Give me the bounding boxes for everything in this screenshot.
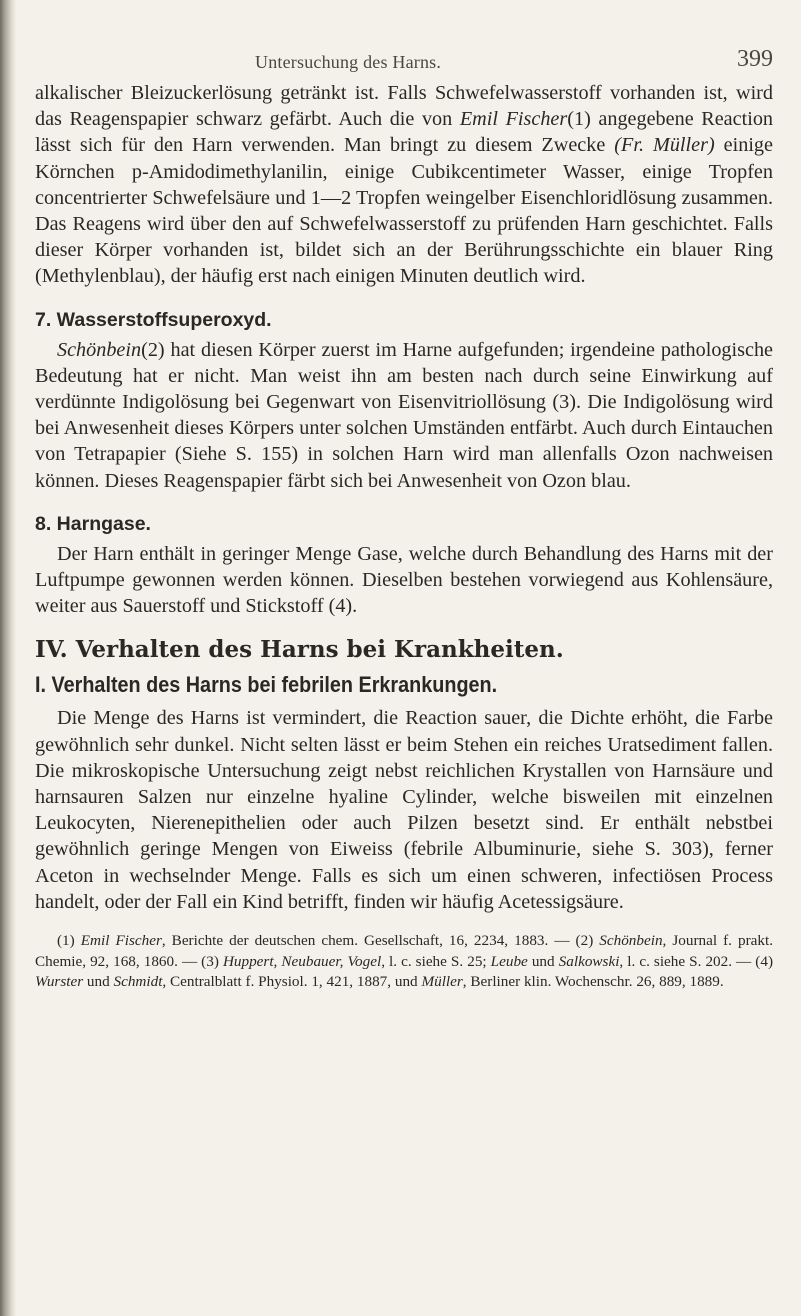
text-run: alkalischer Bleizuckerlösung getränkt ist. Falls Schwefelwasserstoff vorhanden ist, wird das Reagenspapier schwarz gefärbt. Auch die von bbox=[35, 82, 773, 131]
running-title: Untersuchung des Harns. bbox=[255, 52, 442, 72]
text-run: , Berichte der deutschen chem. Gesellschaft, 16, 2234, 1883. — (2) bbox=[161, 932, 600, 950]
book-page bbox=[35, 0, 773, 993]
author-name: Schönbein bbox=[599, 932, 663, 950]
author-name: Salkowski bbox=[558, 952, 620, 970]
text-run: und bbox=[527, 952, 559, 970]
text-run: , Journal f. prakt. Chemie, 92, 168, 1860. — (3) bbox=[35, 932, 773, 970]
paragraph-febrile: Die Menge des Harns ist vermindert, die Reaction sauer, die Dichte erhöht, die Farbe gewöhnlich sehr dunkel. Nicht selten lässt er beim Stehen ein reiches Uratsediment fallen. Die mikroskopische Untersuchung zeigt nebst reichlichen Krystallen von Harnsäure und harnsauren Salzen nur einzelne hyaline Cylinder, welche bisweilen mit einzelnen Leukocyten, Nierenepithelien oder auch Pilzen besetzt sind. Er enthält nebstbei gewöhnlich geringe Mengen von Eiweiss (febrile Albuminurie, siehe S. 303), ferner Aceton in wechselnder Menge. Falls es sich um einen schweren, infectiösen Process handelt, oder der Fall ein Kind betrifft, finden wir häufig Acetessigsäure. bbox=[35, 707, 773, 913]
text-run: , l. c. siehe S. 202. — (4) bbox=[619, 952, 774, 970]
page-binding-edge bbox=[0, 0, 16, 1316]
author-name: Müller bbox=[421, 973, 463, 991]
text-run: einige Körnchen p-Amidodimethylanilin, einige Cubikcentimeter Wasser, einige Tropfen concentrierter Schwefelsäure und 1—2 Tropfen weingelber Eisenchloridlösung zusammen. Das Reagens wird über den auf Schwefelwasserstoff zu prüfenden Harn geschichtet. Falls dieser Körper vorhanden ist, bildet sich an der Berührungsschichte ein blauer Ring (Methylenblau), der häufig erst nach einigen Minuten deutlich wird. bbox=[35, 134, 773, 288]
text-run: , Centralblatt f. Physiol. 1, 421, 1887, und bbox=[162, 973, 422, 991]
author-name: Emil Fischer bbox=[80, 932, 162, 950]
author-name: Huppert, Neubauer, Vogel bbox=[222, 952, 382, 970]
text-run: (1) angegebene Reaction lässt sich für den Harn verwenden. Man bringt zu diesem Zwecke bbox=[35, 108, 774, 157]
author-name: Leube bbox=[490, 952, 528, 970]
text-run: (2) hat diesen Körper zuerst im Harne aufgefunden; irgendeine pathologische Bedeutung hat er nicht. Man weist ihn am besten nach durch seine Einwirkung auf verdünnte Indigolösung bei Gegenwart von Eisenvitriollösung (3). Die Indigolösung wird bei Anwesenheit dieses Körpers unter solchen Umständen entfärbt. Auch durch Eintauchen von Tetrapapier (Siehe S. 155) in solchen Harn wird man allenfalls Ozon nachweisen können. Dieses Reagenspapier färbt sich bei Anwesenheit von Ozon blau. bbox=[35, 338, 773, 492]
author-name: Wurster bbox=[35, 973, 84, 991]
section-heading-8: 8. Harngase. bbox=[35, 512, 151, 535]
text-run: , l. c. siehe S. 25; bbox=[381, 952, 491, 970]
page-header bbox=[35, 0, 773, 70]
sub-heading-febrile: I. Verhalten des Harns bei febrilen Erkrankungen. bbox=[35, 672, 498, 698]
paragraph-hydrogen-peroxide bbox=[35, 337, 773, 494]
text-run: und bbox=[83, 973, 114, 991]
paragraph-urine-gases: Der Harn enthält in geringer Menge Gase, welche durch Behandlung des Harns mit der Luftpumpe gewonnen werden können. Dieselben bestehen vorwiegend aus Kohlensäure, weiter aus Sauerstoff und Stickstoff (4). bbox=[35, 542, 773, 618]
text-run: , Berliner klin. Wochenschr. 26, 889, 1889. bbox=[462, 973, 724, 991]
footnote-block bbox=[35, 931, 773, 993]
section-heading-7: 7. Wasserstoffsuperoxyd. bbox=[35, 308, 272, 331]
page-number: 399 bbox=[737, 46, 773, 72]
author-name: Schönbein bbox=[57, 338, 142, 361]
author-name: (Fr. Müller) bbox=[614, 134, 715, 157]
footnotes bbox=[35, 931, 773, 993]
author-name: Emil Fischer bbox=[459, 108, 568, 131]
paragraph-sulfide-test bbox=[35, 80, 773, 290]
author-name: Schmidt bbox=[113, 973, 163, 991]
part-heading-iv: IV. Verhalten des Harns bei Krankheiten. bbox=[35, 636, 564, 664]
footnote-marker: (1) bbox=[57, 932, 81, 950]
